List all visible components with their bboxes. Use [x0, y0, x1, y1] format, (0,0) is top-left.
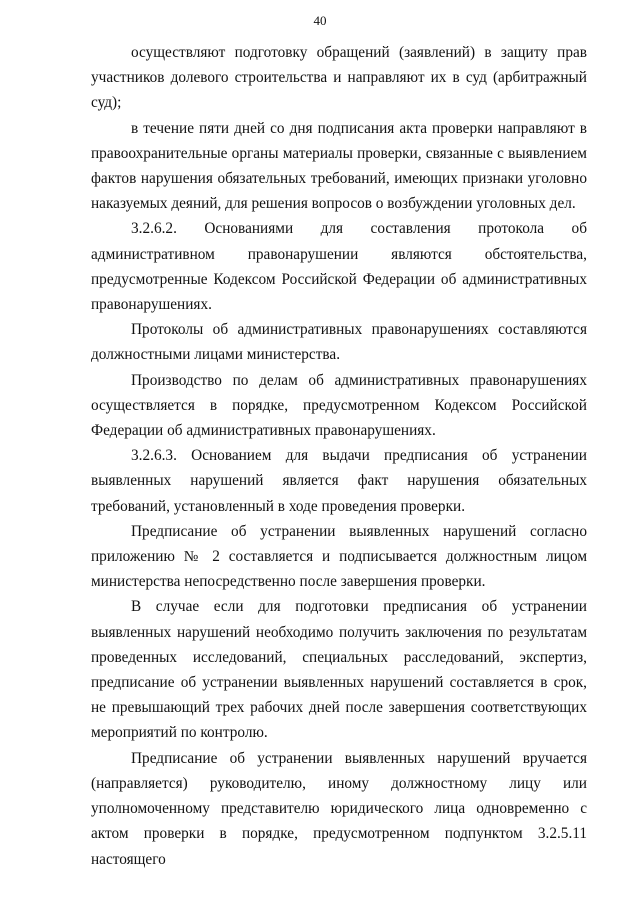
paragraph-3-2-6-2: 3.2.6.2. Основаниями для составления протокола об административном правонарушении являются обстоятельства, предусмотренные Кодексом Российской Федерации об административных правонарушениях.: [91, 220, 587, 314]
paragraph-order-delivery: Предписание об устранении выявленных нарушений вручается (направляется) руководителю, иному должностному лицу или уполномоченному представителю юридического лица одновременно с актом проверки в порядке, предусмотренном подпунктом 3.2.5.11 настоящего: [91, 749, 587, 868]
paragraph-law-enforcement: в течение пяти дней со дня подписания акта проверки направляют в правоохранительные органы материалы проверки, связанные с выявлением фактов нарушения обязательных требований, имеющих признаки уголовно наказуемых деяний, для решения вопросов о возбуждении уголовных дел.: [91, 119, 587, 213]
paragraph-protocols: Протоколы об административных правонарушениях составляются должностными лицами министерства.: [91, 321, 587, 364]
paragraph-order-deadline: В случае если для подготовки предписания об устранении выявленных нарушений необходимо получить заключения по результатам проведенных исследований, специальных расследований, экспертиз, предписание об устранении выявленных нарушений составляется в срок, не превышающий трех рабочих дней после завершения соответствующих мероприятий по контролю.: [91, 598, 587, 742]
paragraph-proceedings: Производство по делам об административных правонарушениях осуществляется в порядке, предусмотренном Кодексом Российской Федерации об административных правонарушениях.: [91, 371, 587, 440]
paragraph-order-appendix: Предписание об устранении выявленных нарушений согласно приложению № 2 составляется и подписывается должностным лицом министерства непосредственно после завершения проверки.: [91, 522, 587, 591]
page-number: 40: [313, 13, 327, 28]
document-body: [91, 40, 587, 872]
paragraph-courts: осуществляют подготовку обращений (заявлений) в защиту прав участников долевого строительства и направляют их в суд (арбитражный суд);: [91, 44, 587, 112]
paragraph-3-2-6-3: 3.2.6.3. Основанием для выдачи предписания об устранении выявленных нарушений является факт нарушения обязательных требований, установленный в ходе проведения проверки.: [91, 447, 587, 515]
